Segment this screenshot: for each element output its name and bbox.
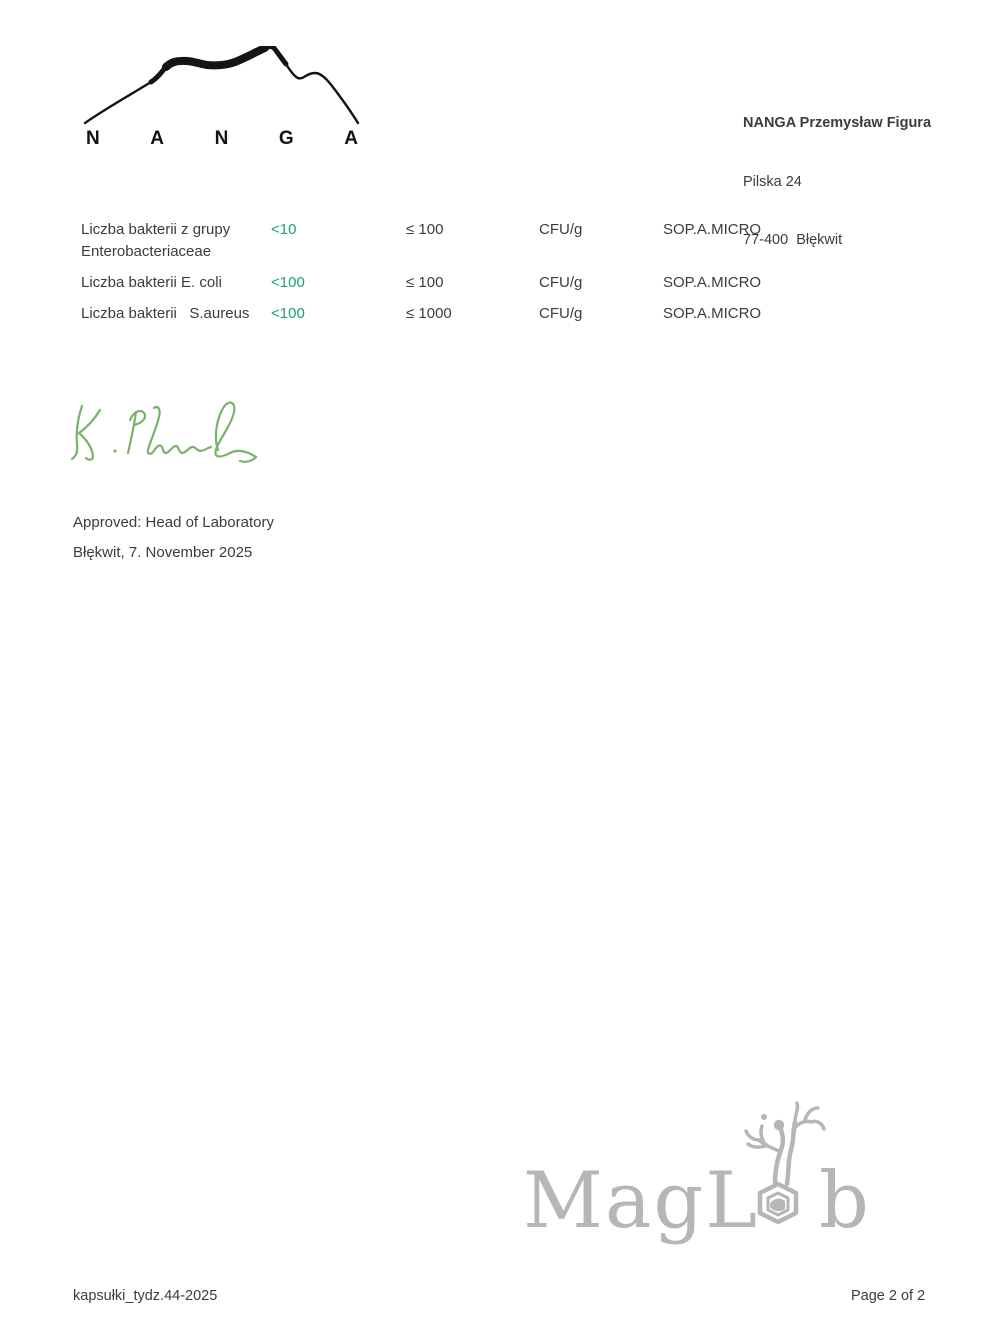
parameter-cell: Liczba bakterii E. coli bbox=[81, 274, 222, 291]
limit-cell: ≤ 100 bbox=[406, 274, 444, 291]
logo-letter: N bbox=[214, 128, 229, 149]
method-cell: SOP.A.MICRO bbox=[663, 305, 762, 322]
maglab-wordmark-left: MagL bbox=[523, 1156, 760, 1246]
page-indicator: Page 2 of 2 bbox=[851, 1288, 926, 1304]
table-row bbox=[81, 219, 931, 263]
results-table bbox=[81, 219, 931, 334]
tree-flask-icon bbox=[735, 1100, 827, 1234]
nanga-logo bbox=[75, 46, 367, 152]
signature-handwriting bbox=[68, 398, 263, 468]
approval-block bbox=[73, 514, 274, 561]
logo-letter: G bbox=[278, 128, 294, 149]
unit-cell: CFU/g bbox=[539, 274, 583, 291]
company-city: 77-400 Błękwit bbox=[743, 232, 843, 248]
document-id: kapsułki_tydz.44-2025 bbox=[73, 1288, 218, 1304]
result-cell: <100 bbox=[271, 305, 305, 322]
logo-letter: A bbox=[150, 128, 165, 149]
company-name: NANGA Przemysław Figura bbox=[743, 115, 932, 131]
parameter-cell: Liczba bakterii S.aureus bbox=[81, 305, 250, 322]
place-date-line: Błękwit, 7. November 2025 bbox=[73, 544, 253, 561]
result-cell: <10 bbox=[271, 221, 297, 238]
logo-letter: A bbox=[344, 128, 358, 149]
company-street: Pilska 24 bbox=[743, 173, 802, 190]
method-cell: SOP.A.MICRO bbox=[663, 274, 762, 291]
logo-letter: N bbox=[86, 128, 100, 149]
maglab-logo bbox=[523, 1100, 889, 1246]
table-row bbox=[81, 272, 931, 294]
unit-cell: CFU/g bbox=[539, 221, 583, 238]
result-cell: <100 bbox=[271, 274, 305, 291]
method-cell: SOP.A.MICRO bbox=[663, 221, 762, 238]
approved-by-line: Approved: Head of Laboratory bbox=[73, 514, 274, 531]
mountain-ridge-icon bbox=[75, 46, 367, 126]
maglab-wordmark-right: b bbox=[819, 1156, 871, 1246]
unit-cell: CFU/g bbox=[539, 305, 583, 322]
limit-cell: ≤ 100 bbox=[406, 221, 444, 238]
limit-cell: ≤ 1000 bbox=[406, 305, 452, 322]
nanga-wordmark bbox=[86, 128, 358, 150]
table-row bbox=[81, 303, 931, 325]
parameter-cell: Liczba bakterii z grupy Enterobacteriaceae bbox=[81, 221, 235, 260]
